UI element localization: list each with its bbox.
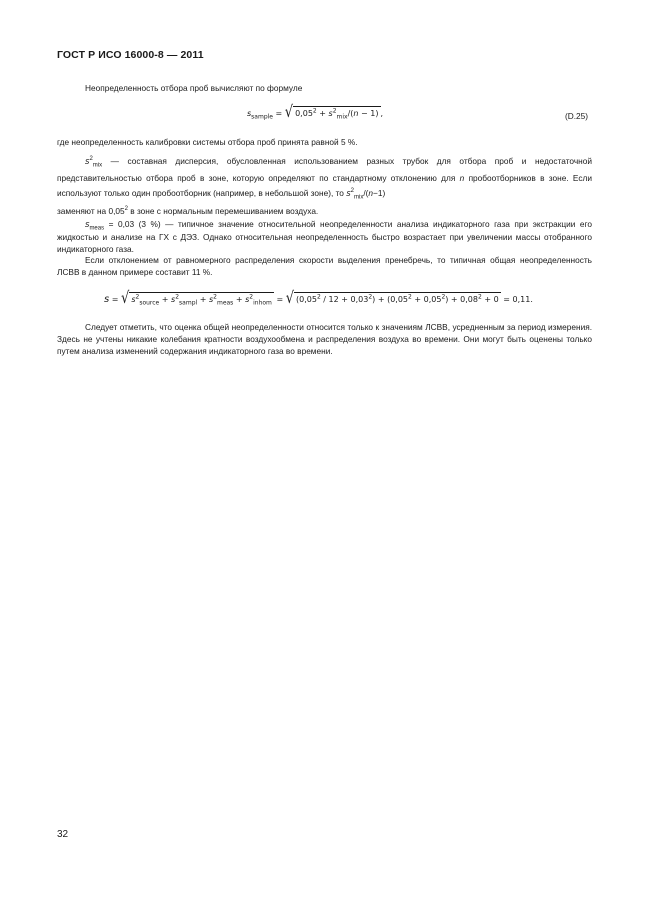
paragraph-text: −1) [373,188,386,198]
radicand-left [129,292,274,307]
formula-superscript: 2 [135,293,140,301]
formula-superscript: 2 [408,293,412,301]
superscript: 2 [89,156,93,163]
subscript: mix [354,194,364,201]
formula-subscript: source [139,299,160,307]
formula-total-uncertainty [104,291,533,306]
smix-symbol: s [85,157,90,167]
where-line: где неопределенность калибровки системы отбора проб принята равной 5 %. [57,137,358,147]
formula-plus: + [197,295,209,304]
formula-superscript: 2 [249,293,254,301]
formula-superscript: 2 [213,293,217,301]
formula-superscript: 2 [478,293,482,301]
formula-superscript: 2 [316,293,321,301]
smeas-paragraph [57,218,592,255]
smix-paragraph-end [57,205,592,217]
formula-term: − 1) [358,109,379,118]
formula-symbol: s [247,109,252,118]
superscript: 2 [124,206,128,213]
paragraph-text: заменяют на 0,05 [57,206,125,216]
subscript: meas [89,225,105,232]
formula-result: = 0,11. [500,295,533,304]
formula-term: / 12 + 0,03 [320,295,369,304]
superscript: 2 [350,188,354,195]
radical-sign-icon: √ [284,103,294,122]
formula-symbol: s [104,294,110,305]
deviation-paragraph: Если отклонением от равномерного распределения скорости выделения пренебречь, то типичная общая неопределенность ЛСВВ в данном примере составит 11 %. [57,255,592,277]
paragraph-text: /( [363,188,369,198]
formula-sample-uncertainty [247,105,383,120]
formula-term: /( [347,109,354,118]
paragraph-text: пробоотборников в зоне. Если используют только один пробоотборник (например, в небольшой зоне), то [57,172,592,198]
formula-term: (0,05 [296,295,317,304]
smeas-symbol: s [85,220,90,230]
formula-symbol: s [245,295,250,304]
square-root-right [286,291,501,306]
final-paragraph: Следует отметить, что оценка общей неопределенности относится только к значениям ЛСВВ, усредненным за период измерения. Здесь не учтены никакие колебания кратности воздухообмена и распределения воздуха во времени. Они могут быть оценены только путем анализа изменений содержания индикаторного газа во времени. [57,322,592,356]
formula-symbol: s [328,109,333,118]
formula-subscript: sample [251,113,273,121]
paragraph-text: — составная дисперсия, обусловленная использованием разных трубок для отбора проб и недостаточной представительностью отбора проб в зоне, которую определяют по стандартному отклонению для [57,156,592,183]
formula-superscript: 2 [175,293,180,301]
smix-paragraph [57,154,592,203]
radicand-right [294,292,501,304]
square-root-left [121,291,274,306]
formula-symbol: s [131,295,136,304]
formula-comma: , [380,109,384,118]
formula-plus: + [316,109,329,118]
radicand [293,106,380,121]
formula-superscript: 2 [368,293,373,301]
formula-term: + 0,05 [411,295,442,304]
square-root [285,105,381,120]
variable-n: n [368,188,374,198]
radical-sign-icon: √ [121,289,130,308]
formula-plus: + [233,295,246,304]
formula-symbol: n [353,109,359,118]
formula-equals: = [273,295,286,304]
standard-header: ГОСТ Р ИСО 16000-8 — 2011 [57,49,204,61]
page-number: 32 [57,829,69,840]
formula-superscript: 2 [332,107,337,115]
formula-term: 0,05 [295,109,313,118]
formula-term: ) + 0,08 [445,295,478,304]
variable-n: n [459,172,465,183]
formula-term: + 0 [481,295,499,304]
formula-superscript: 2 [441,293,446,301]
intro-sentence: Неопределенность отбора проб вычисляют по формуле [85,83,303,93]
formula-plus: + [159,295,172,304]
paragraph-text: в зоне с нормальным перемешиванием воздуха. [127,206,319,216]
formula-subscript: mix [336,113,348,121]
paragraph-text: = 0,03 (3 %) — типичное значение относительной неопределенности анализа индикаторного газа при экстракции его жидкостью и анализе на ГХ с ДЭЗ. Однако относительная неопределенность быстро возрастает при увеличении массы отобранного индикаторного газа. [57,219,592,254]
formula-equals: = [109,295,122,304]
equation-number: (D.25) [565,111,589,121]
formula-subscript: inhom [253,299,272,307]
formula-subscript: sampl [179,299,198,307]
formula-symbol: s [208,295,214,304]
formula-term: ) + (0,05 [372,295,408,304]
smix-symbol: s [346,189,351,199]
subscript: mix [92,162,103,169]
formula-subscript: meas [216,299,234,307]
formula-symbol: s [171,295,176,304]
formula-equals: = [273,109,285,118]
radical-sign-icon: √ [285,289,294,308]
formula-superscript: 2 [312,107,317,115]
